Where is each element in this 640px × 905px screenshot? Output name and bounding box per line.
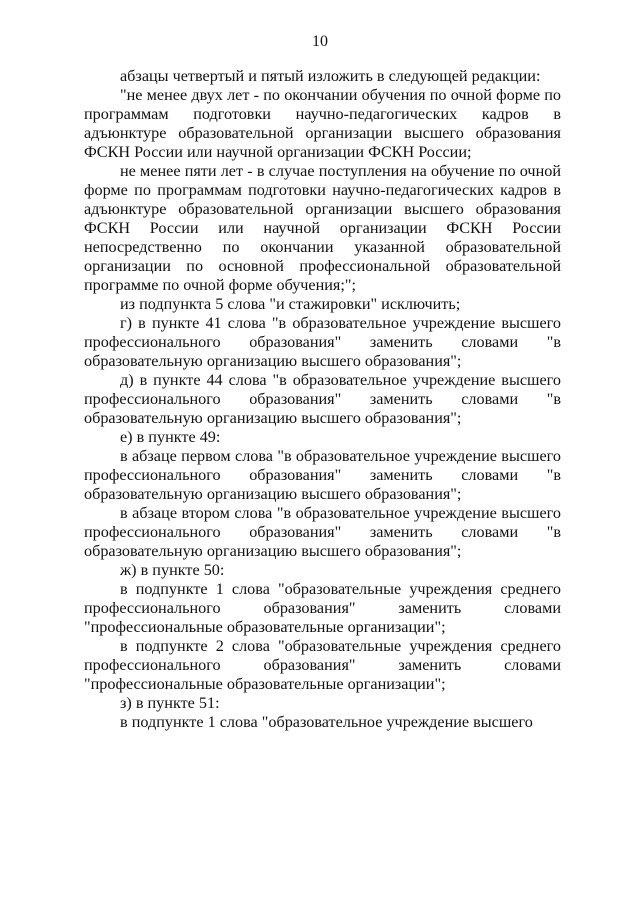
document-body <box>84 67 561 732</box>
paragraph: в подпункте 1 слова "образовательное учреждение высшего <box>120 713 533 731</box>
paragraph: в подпункте 1 слова "образовательные учреждения среднего профессионального образования" заменить словами "профессиональные образовательные организации"; <box>84 580 561 636</box>
paragraph: "не менее двух лет - по окончании обучения по очной форме по программам подготовки научно-педагогических кадров в адъюнктуре образовательной организации высшего образования ФСКН России или научной организации ФСКН России; <box>84 86 561 161</box>
paragraph: ж) в пункте 50: <box>120 561 225 579</box>
paragraph: не менее пяти лет - в случае поступления на обучение по очной форме по программам подготовки научно-педагогических кадров в адъюнктуре образовательной организации высшего образования ФСКН России или научной организации ФСКН России непосредственно по окончании указанной образовательной организации по основной профессиональной образовательной программе по очной форме обучения;"; <box>84 162 561 294</box>
paragraph: г) в пункте 41 слова "в образовательное учреждение высшего профессионального образования" заменить словами "в образовательную организацию высшего образования"; <box>84 314 561 370</box>
paragraph: из подпункта 5 слова "и стажировки" исключить; <box>120 295 461 313</box>
paragraph: в абзаце втором слова "в образовательное учреждение высшего профессионального образования" заменить словами "в образовательную организацию высшего образования"; <box>84 504 561 560</box>
paragraph: абзацы четвертый и пятый изложить в следующей редакции: <box>120 67 541 85</box>
paragraph: д) в пункте 44 слова "в образовательное учреждение высшего профессионального образования" заменить словами "в образовательную организацию высшего образования"; <box>84 371 561 427</box>
page-number: 10 <box>312 33 328 50</box>
paragraph: з) в пункте 51: <box>120 694 220 712</box>
paragraph: е) в пункте 49: <box>120 428 221 446</box>
paragraph: в подпункте 2 слова "образовательные учреждения среднего профессионального образования" заменить словами "профессиональные образовательные организации"; <box>84 637 561 693</box>
paragraph: в абзаце первом слова "в образовательное учреждение высшего профессионального образования" заменить словами "в образовательную организацию высшего образования"; <box>84 447 561 503</box>
